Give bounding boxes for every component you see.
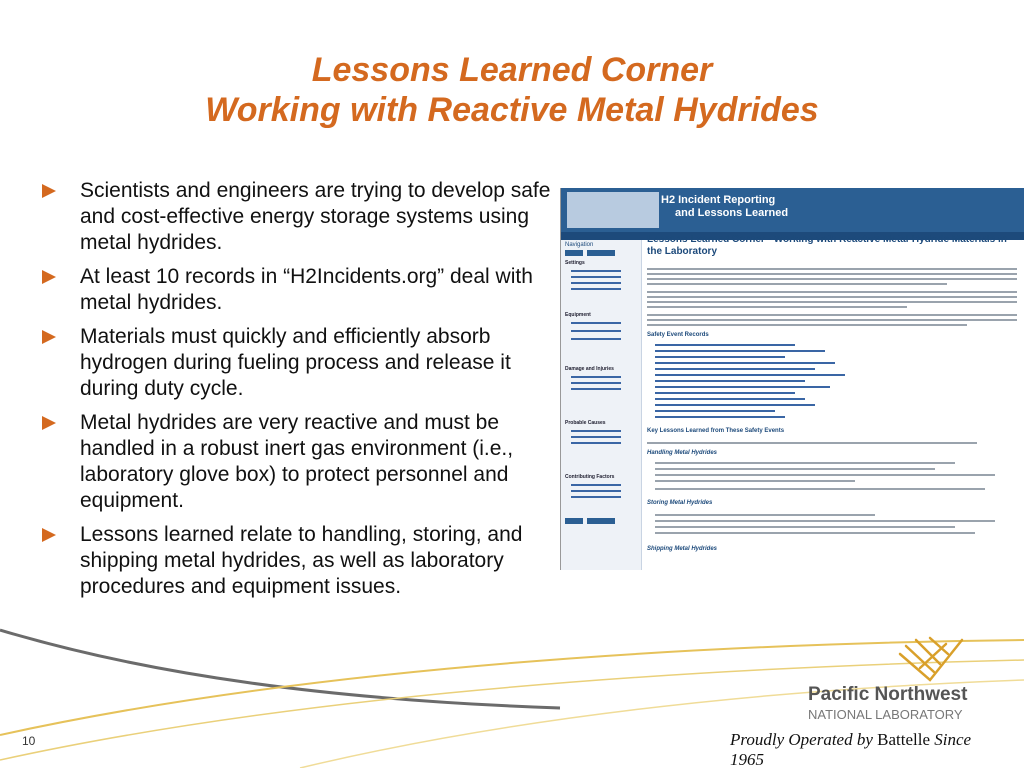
sidebar-link [571, 484, 621, 486]
website-screenshot [560, 188, 1024, 570]
body-text-line [655, 474, 995, 476]
body-text-line [655, 480, 855, 482]
bullet-item [40, 410, 560, 514]
building-image-icon [567, 192, 659, 228]
record-link [655, 410, 775, 412]
triangle-bullet-icon [42, 528, 56, 542]
sidebar-navigation-label: Navigation [565, 242, 594, 248]
clear-button [565, 518, 583, 524]
section-heading: Safety Event Records [647, 332, 709, 338]
find-records-button [587, 250, 615, 256]
record-link [655, 374, 845, 376]
banner-line-2: and Lessons Learned [675, 207, 789, 219]
record-link [655, 404, 815, 406]
body-text-line [647, 291, 1017, 293]
record-link [655, 380, 805, 382]
body-text-line [647, 319, 1017, 321]
clear-button [565, 250, 583, 256]
bullet-item [40, 324, 560, 402]
record-link [655, 368, 815, 370]
record-link [655, 350, 825, 352]
sidebar-section: Settings [565, 260, 585, 266]
pnnl-logo-icon [896, 634, 966, 684]
record-link [655, 344, 795, 346]
bullet-text: Materials must quickly and efficiently absorb hydrogen during fueling process and release it during duty cycle. [80, 325, 511, 400]
body-text-line [647, 283, 947, 285]
body-text-line [647, 296, 1017, 298]
sidebar-link [571, 436, 621, 438]
banner-line-1: H2 Incident Reporting [661, 194, 776, 206]
section-heading: Key Lessons Learned from These Safety Events [647, 428, 785, 434]
sidebar-link [571, 382, 621, 384]
sidebar-section: Contributing Factors [565, 474, 615, 480]
sidebar-section: Equipment [565, 312, 591, 318]
body-text-line [647, 301, 1017, 303]
org-name-line-2: NATIONAL LABORATORY [808, 707, 963, 722]
record-link [655, 416, 785, 418]
record-link [655, 392, 795, 394]
sidebar-link [571, 288, 621, 290]
org-name-line-1: Pacific Northwest [808, 684, 968, 705]
site-banner-title [661, 194, 788, 220]
sidebar-link [571, 322, 621, 324]
sidebar-link [571, 388, 621, 390]
sidebar-link [571, 490, 621, 492]
triangle-bullet-icon [42, 270, 56, 284]
triangle-bullet-icon [42, 330, 56, 344]
record-link [655, 356, 785, 358]
sidebar-section: Probable Causes [565, 420, 606, 426]
body-text-line [647, 278, 1017, 280]
sidebar-link [571, 496, 621, 498]
sidebar-link [571, 442, 621, 444]
body-text-line [655, 462, 955, 464]
sidebar-section: Damage and Injuries [565, 366, 614, 372]
body-text-line [647, 324, 967, 326]
slide-title [0, 50, 1024, 130]
record-link [655, 398, 805, 400]
triangle-bullet-icon [42, 416, 56, 430]
bullet-text: Metal hydrides are very reactive and must be handled in a robust inert gas environment (i.e., laboratory glove box) to protect personnel and equipment. [80, 411, 514, 512]
sidebar-link [571, 330, 621, 332]
body-text-line [647, 314, 1017, 316]
tagline-suffix: Since 1965 [730, 730, 972, 769]
bullet-item [40, 178, 560, 256]
site-page-title: Lessons Learned Corner - Working with Reactive Metal-Hydride Materials in the Laboratory [647, 234, 1007, 257]
sidebar-link [571, 276, 621, 278]
body-text-line [655, 520, 995, 522]
section-heading: Shipping Metal Hydrides [647, 546, 718, 552]
body-text-line [655, 532, 975, 534]
page-number: 10 [22, 734, 36, 748]
section-heading: Handling Metal Hydrides [647, 450, 718, 456]
sidebar-link [571, 338, 621, 340]
gray-swoosh-line [0, 630, 560, 708]
body-text-line [655, 514, 875, 516]
record-link [655, 386, 830, 388]
bullet-text: Scientists and engineers are trying to develop safe and cost-effective energy storage systems using metal hydrides. [80, 179, 551, 254]
tagline-battelle: Battelle [877, 730, 931, 749]
triangle-bullet-icon [42, 184, 56, 198]
bullet-list [40, 178, 560, 608]
find-records-button [587, 518, 615, 524]
site-banner [561, 188, 1024, 232]
title-line-2: Working with Reactive Metal Hydrides [205, 91, 819, 129]
body-text-line [647, 273, 1017, 275]
sidebar-link [571, 282, 621, 284]
bullet-item [40, 264, 560, 316]
sidebar-link [571, 430, 621, 432]
body-text-line [655, 526, 955, 528]
pnnl-wordmark [808, 684, 1008, 722]
body-text-line [647, 306, 907, 308]
section-heading: Storing Metal Hydrides [647, 500, 713, 506]
title-line-1: Lessons Learned Corner [311, 51, 713, 89]
body-text-line [647, 268, 1017, 270]
site-sidebar [561, 240, 642, 570]
body-text-line [655, 488, 985, 490]
body-text-line [647, 442, 977, 444]
sidebar-link [571, 270, 621, 272]
record-link [655, 362, 835, 364]
bullet-text: Lessons learned relate to handling, storing, and shipping metal hydrides, as well as laboratory procedures and equipment issues. [80, 523, 523, 598]
bullet-text: At least 10 records in “H2Incidents.org” deal with metal hydrides. [80, 265, 533, 314]
tagline-prefix: Proudly Operated by [730, 730, 873, 749]
sidebar-link [571, 376, 621, 378]
operated-by-tagline [730, 730, 1000, 770]
body-text-line [655, 468, 935, 470]
